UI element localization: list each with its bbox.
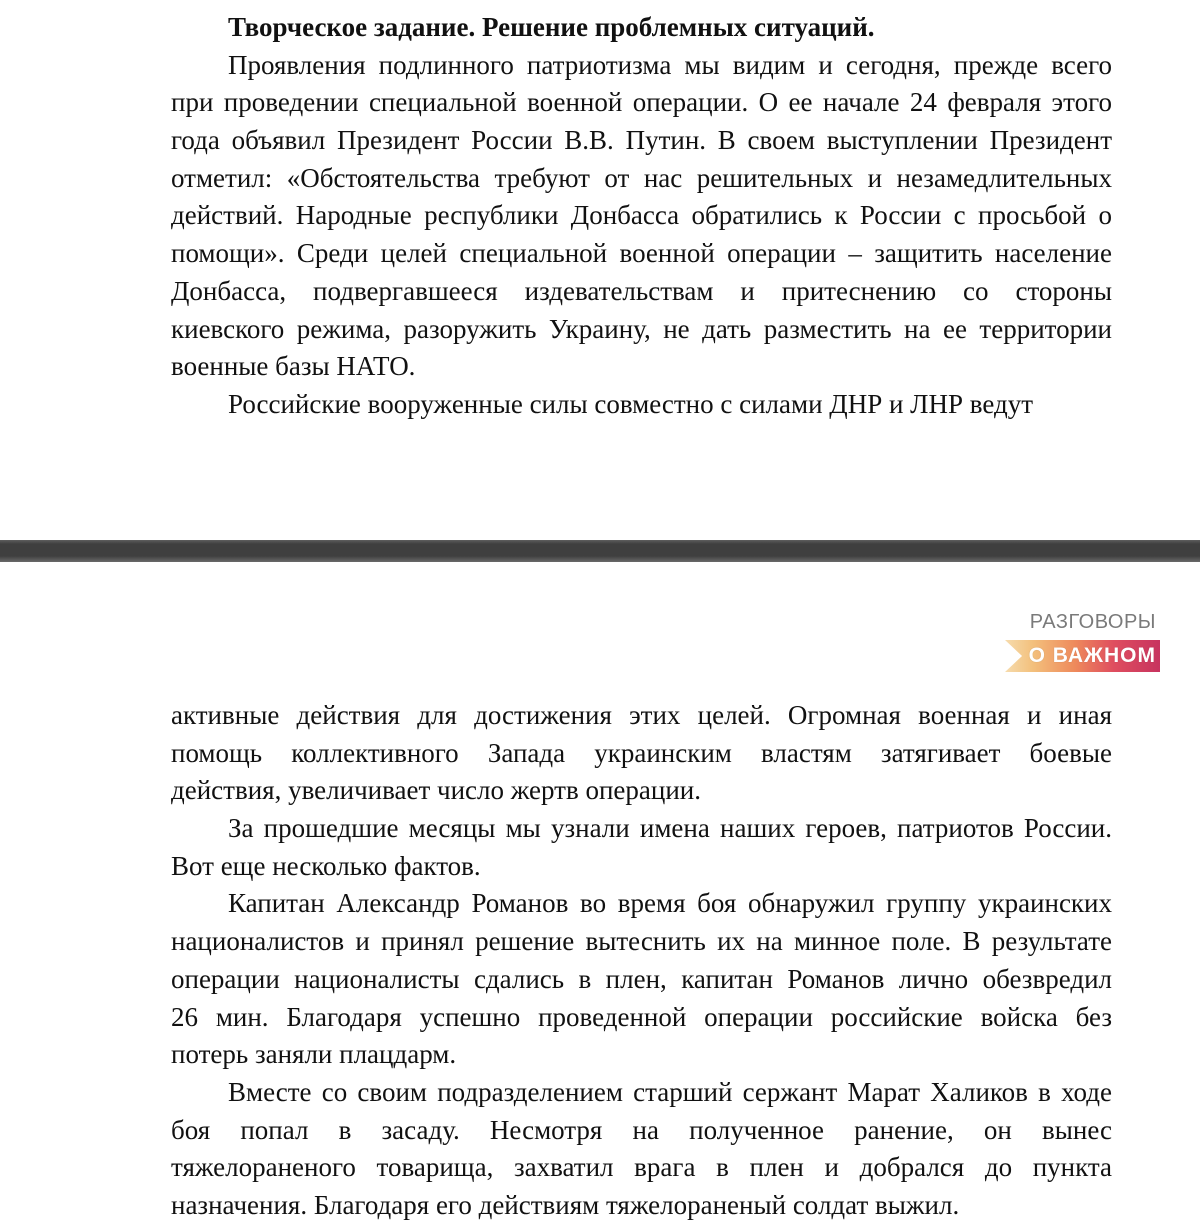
text-line: военные базы НАТО. (171, 351, 416, 382)
text-line: тяжелораненого товарища, захватил врага в плен и добрался до пункта (171, 1152, 1112, 1183)
page-1-text (171, 9, 1112, 424)
text-line: года объявил Президент России В.В. Путин. В своем выступлении Президент (171, 125, 1112, 156)
text-line: За прошедшие месяцы мы узнали имена наших героев, патриотов России. (228, 813, 1112, 844)
text-line: боя попал в засаду. Несмотря на полученное ранение, он вынес (171, 1114, 1112, 1145)
text-line: потерь заняли плацдарм. (171, 1039, 457, 1070)
text-line: назначения. Благодаря его действиям тяжелораненый солдат выжил. (171, 1189, 960, 1220)
document-page-1 (0, 0, 1200, 540)
text-line: действий. Народные республики Донбасса обратились к России с просьбой о (171, 200, 1112, 231)
text-line: киевского режима, разоружить Украину, не дать разместить на ее территории (171, 313, 1112, 344)
text-line: националистов и принял решение вытеснить их на минное поле. В результате (171, 926, 1112, 957)
text-line: Капитан Александр Романов во время боя обнаружил группу украинских (228, 888, 1112, 919)
text-line: при проведении специальной военной операции. О ее начале 24 февраля этого (171, 87, 1112, 118)
text-line: отметил: «Обстоятельства требуют от нас решительных и незамедлительных (171, 162, 1112, 193)
text-line: Вместе со своим подразделением старший сержант Марат Халиков в ходе (228, 1076, 1112, 1107)
text-line: действия, увеличивает число жертв операции. (171, 775, 701, 806)
text-line: 26 мин. Благодаря успешно проведенной операции российские войска без (171, 1001, 1112, 1032)
text-line: Российские вооруженные силы совместно с силами ДНР и ЛНР ведут (228, 388, 1033, 419)
text-line: активные действия для достижения этих целей. Огромная военная и иная (171, 700, 1112, 730)
text-line: помощи». Среди целей специальной военной операции – защитить население (171, 238, 1112, 269)
section-heading: Творческое задание. Решение проблемных ситуаций. (228, 12, 875, 42)
razgovory-o-vazhnom-logo (1005, 610, 1160, 672)
text-line: помощь коллективного Запада украинским властям затягивает боевые (171, 737, 1112, 768)
page-separator (0, 540, 1200, 562)
text-line: Проявления подлинного патриотизма мы видим и сегодня, прежде всего (228, 49, 1112, 80)
page-2-text (171, 697, 1112, 1225)
text-line: Вот еще несколько фактов. (171, 850, 481, 881)
logo-top-text: РАЗГОВОРЫ (1029, 611, 1156, 633)
text-line: Донбасса, подвергавшееся издевательствам и притеснению со стороны (171, 275, 1112, 306)
text-line: операции националисты сдались в плен, капитан Романов лично обезвредил (171, 963, 1112, 994)
logo-bottom-text: О ВАЖНОМ (1028, 644, 1156, 667)
